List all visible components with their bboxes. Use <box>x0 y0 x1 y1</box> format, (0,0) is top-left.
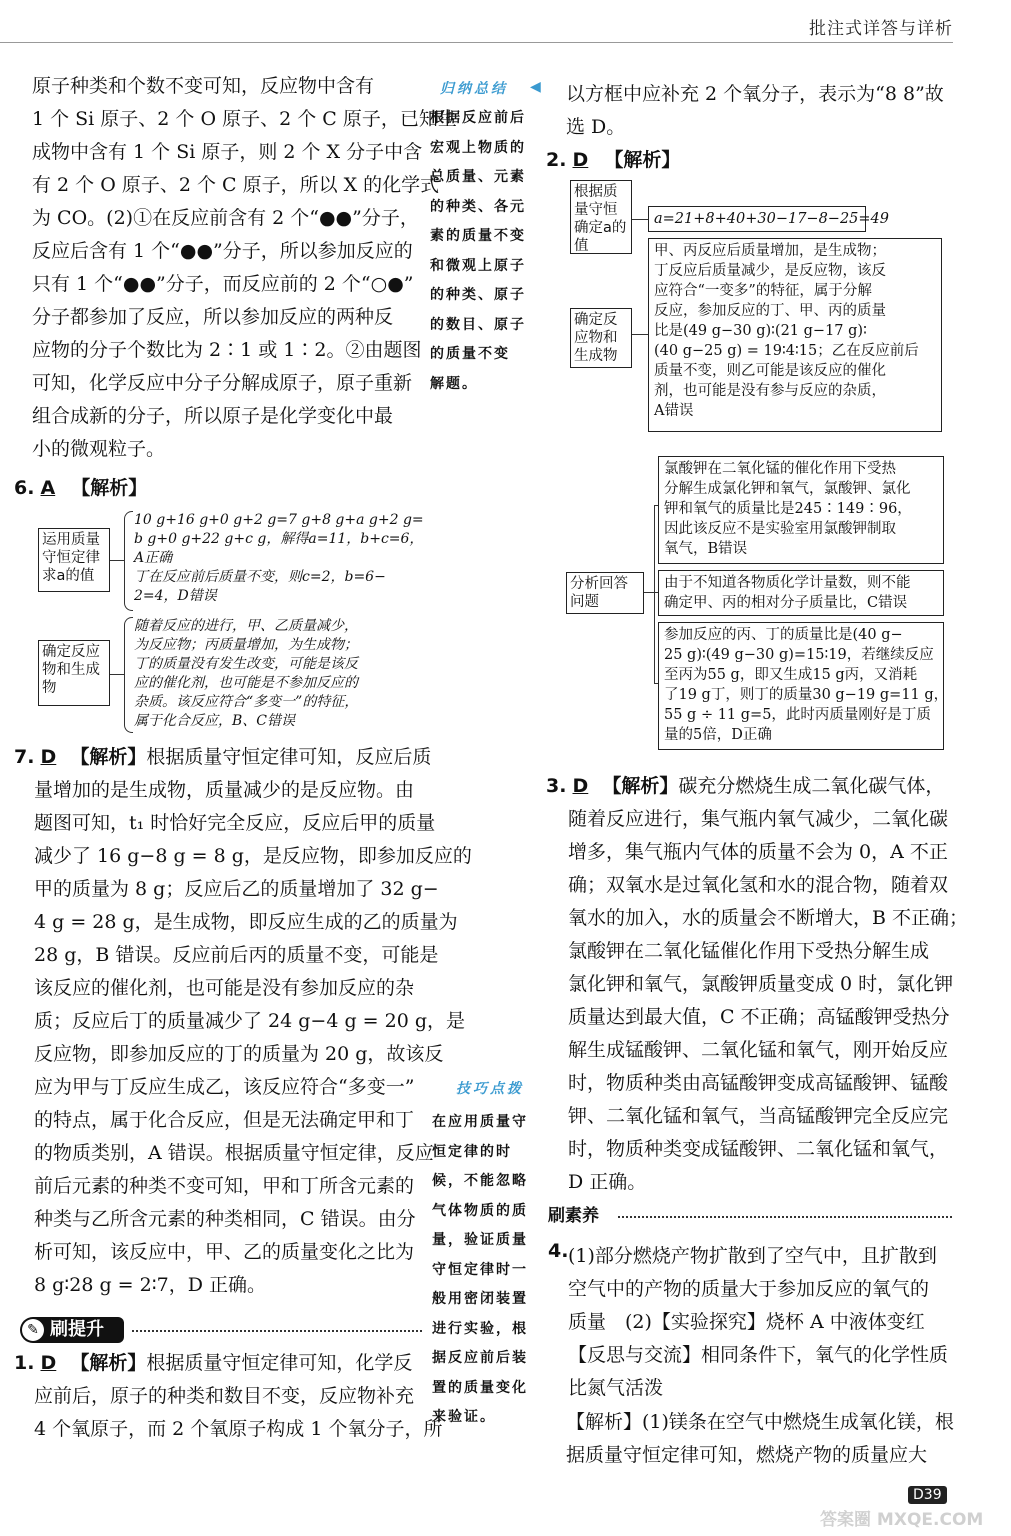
answer-letter: D <box>40 746 57 768</box>
question-1 <box>14 1347 443 1446</box>
question-4-analysis <box>566 1406 966 1472</box>
text-line: 时，物质种类变成锰酸钾、二氧化锰和氧气， <box>568 1138 949 1160</box>
box-text-line: 质量不变，则乙可能是该反应的催化 <box>654 363 886 379</box>
page-number: D39 <box>908 1486 947 1504</box>
side-note-line: 总质量、元素 <box>430 169 526 185</box>
page-header: 批注式详答与详析 <box>809 19 953 39</box>
text-line: 该反应的催化剂，也可能是没有参加反应的杂 <box>34 977 415 999</box>
side-note-title: 归纳总结 <box>440 81 508 97</box>
side-note-line: 在应用质量守 <box>432 1114 528 1130</box>
pencil-icon: ✎ <box>22 1319 44 1341</box>
q2-box-label-2: 确定反应物和生成物 <box>570 308 632 368</box>
q2-connector-2 <box>632 334 648 335</box>
text-line: 只有 1 个“●●”分子，而反应前的 2 个“○●” <box>32 273 414 295</box>
box-text-line: 丁反应后质量减少，是反应物，该反 <box>654 263 886 279</box>
right-continuation <box>566 78 966 144</box>
box-text-line: 丁在反应前后质量不变，则c=2，b=6− <box>134 569 386 585</box>
text-line: 氧水的加入，水的质量会不断增大，B 不正确； <box>568 907 969 929</box>
text-line: 【解析】(1)镁条在空气中燃烧生成氧化镁，根 <box>566 1411 954 1433</box>
text-line: 氯化钾和氧气，氯酸钾质量变成 0 时，氯化钾 <box>568 973 954 995</box>
side-note-line: 般用密闭装置 <box>432 1291 528 1307</box>
section-title: 刷提升 <box>50 1319 104 1340</box>
text-line: 确；双氧水是过氧化氢和水的混合物，随着双 <box>568 874 949 896</box>
question-number: 6. <box>14 477 35 499</box>
side-note-line: 宏观上物质的 <box>430 139 526 156</box>
box-text-line: 杂质。该反应符合“多变一”的特征， <box>134 694 359 710</box>
question-4-answer <box>568 1240 958 1405</box>
text-line: D 正确。 <box>568 1171 647 1193</box>
side-note-line: 进行实验，根 <box>432 1320 528 1337</box>
text-line: 解生成锰酸钾、二氧化锰和氧气，刚开始反应 <box>568 1039 949 1061</box>
q2-connector-1 <box>632 219 648 220</box>
box-text-line: 至丙为55 g，即又生成15 g丙，又消耗 <box>664 667 918 683</box>
q2-box-1: a=21+8+40+30−17−8−25=49 <box>648 206 866 232</box>
side-note-line: 气体物质的质 <box>432 1202 528 1219</box>
q2-box-3c <box>658 622 949 750</box>
box-text-line: 应符合“一变多”的特征，属于分解 <box>654 283 872 299</box>
analysis-tag: 【解析】 <box>602 775 679 797</box>
box-text-line: 属于化合反应，B、C错误 <box>134 713 295 729</box>
answer-line: 质量 (2)【实验探究】烧杯 A 中液体变红 <box>568 1311 925 1333</box>
question-number: 1. <box>14 1352 35 1374</box>
text-line: 前后元素的种类不变可知，甲和丁所含元素的 <box>34 1175 415 1197</box>
text-line: 分子都参加了反应，所以参加反应的两种反 <box>32 306 394 328</box>
q6-box-label-2: 确定反应物和生成物 <box>38 640 110 706</box>
text-line: 可知，化学反应中分子分解成原子，原子重新 <box>32 372 413 394</box>
text-line: 增多，集气瓶内气体的质量不会为 0，A 不正 <box>568 841 948 863</box>
q6-box-label-1: 运用质量守恒定律求a的值 <box>38 528 110 592</box>
text-line: 甲的质量为 8 g；反应后乙的质量增加了 32 g− <box>34 878 439 900</box>
question-6-header <box>14 474 147 502</box>
box-text-line: 10 g+16 g+0 g+2 g=7 g+8 g+a g+2 g= <box>134 512 424 528</box>
text-line: 8 g∶28 g = 2∶7，D 正确。 <box>34 1274 267 1296</box>
text-line: 钾、二氧化锰和氧气，当高锰酸钾完全反应完 <box>568 1105 949 1127</box>
side-note-1 <box>430 104 538 399</box>
analysis-first-line: 根据质量守恒定律可知，化学反 <box>146 1352 413 1374</box>
section-dots <box>132 1330 422 1332</box>
text-line: 减少了 16 g−8 g = 8 g，是反应物，即参加反应的 <box>34 845 472 867</box>
text-line: 据质量守恒定律可知，燃烧产物的质量应大 <box>566 1444 928 1466</box>
box-text-line: 钾和氧气的质量比是245∶149∶96， <box>664 501 912 517</box>
box-text-line: 为反应物；丙质量增加，为生成物； <box>134 637 358 653</box>
text-line: 1 个 Si 原子、2 个 O 原子、2 个 C 原子，已知生 <box>32 108 457 130</box>
box-text-line: A正确 <box>134 550 173 566</box>
q6-box-1-text <box>134 511 424 606</box>
text-line: 4 g = 28 g，是生成物，即反应生成的乙的质量为 <box>34 911 458 933</box>
text-line: 以方框中应补充 2 个氧分子，表示为“8 8”故 <box>566 83 944 105</box>
text-line: 有 2 个 O 原子、2 个 C 原子，所以 X 的化学式 <box>32 174 440 196</box>
box-text-line: 分解生成氯化钾和氧气，氯酸钾、氯化 <box>664 481 911 497</box>
question-2-header <box>546 146 680 174</box>
box-text-line: 氯酸钾在二氧化锰的催化作用下受热 <box>664 461 896 477</box>
text-line: 种类与乙所含元素的种类相同，C 错误。由分 <box>34 1208 416 1230</box>
box-text-line: 25 g)∶(49 g−30 g)=15∶19，若继续反应 <box>664 647 934 663</box>
text-line: 应为甲与丁反应生成乙，该反应符合“多变一” <box>34 1076 415 1098</box>
q6-box-2-text <box>134 617 424 731</box>
box-text-line: 了19 g丁，则丁的质量30 g−19 g=11 g， <box>664 687 949 703</box>
text-line: 成物中含有 1 个 Si 原子，则 2 个 X 分子中含 <box>32 141 423 163</box>
box-text-line: 甲、丙反应后质量增加，是生成物； <box>654 243 886 259</box>
text-line: 为 CO。(2)①在反应前含有 2 个“●●”分子， <box>32 207 419 229</box>
analysis-tag: 【解析】 <box>604 149 681 171</box>
text-line: 反应物，即参加反应的丁的质量为 20 g，故该反 <box>34 1043 444 1065</box>
q2-box-3b <box>658 570 944 616</box>
q6-connector-1 <box>110 560 124 561</box>
box-text-line: A错误 <box>654 403 694 419</box>
analysis-first-line: 碳充分燃烧生成二氧化碳气体， <box>678 775 945 797</box>
text-line: 质；反应后丁的质量减少了 24 g−4 g = 20 g，是 <box>34 1010 466 1032</box>
text-line: 应物的分子个数比为 2∶1 或 1∶2。②由题图 <box>32 339 422 361</box>
q2-connector-3 <box>644 592 654 593</box>
text-line: 原子种类和个数不变可知，反应物中含有 <box>32 75 375 97</box>
side-note-line: 的质量不变 <box>430 346 510 362</box>
section-title: 刷素养 <box>548 1206 599 1226</box>
box-text-line: (40 g−25 g) = 19∶4∶15；乙在反应前后 <box>654 343 919 359</box>
side-note-line: 和微观上原子 <box>430 257 526 274</box>
text-line: 随着反应进行，集气瓶内氧气减少，二氧化碳 <box>568 808 949 830</box>
answer-letter: D <box>572 775 589 797</box>
answer-letter: A <box>40 477 56 499</box>
box-text-line: 由于不知道各物质化学计量数，则不能 <box>664 575 911 591</box>
side-note-line: 候，不能忽略 <box>432 1173 528 1189</box>
box-text-line: 确定甲、丙的相对分子质量比，C错误 <box>664 595 908 611</box>
side-note-line: 守恒定律时一 <box>432 1261 528 1278</box>
text-line: 的物质类别，A 错误。根据质量守恒定律，反应 <box>34 1142 434 1164</box>
analysis-tag: 【解析】 <box>70 746 147 768</box>
section-dots <box>618 1216 952 1218</box>
text-line: 应前后，原子的种类和数目不变，反应物补充 <box>34 1385 415 1407</box>
side-note-line: 解题。 <box>430 375 478 392</box>
side-note-line: 的数目、原子 <box>430 316 526 333</box>
box-text-line: 反应，参加反应的丁、甲、丙的质量 <box>654 303 886 319</box>
text-line: 时，物质种类由高锰酸钾变成高锰酸钾、锰酸 <box>568 1072 949 1094</box>
analysis-first-line: 根据质量守恒定律可知，反应后质 <box>146 746 432 768</box>
text-line: 4 个氧原子，而 2 个氧原子构成 1 个氧分子，所 <box>34 1418 443 1440</box>
text-line: 28 g，B 错误。反应前后丙的质量不变，可能是 <box>34 944 439 966</box>
side-note-line: 恒定律的时 <box>432 1143 512 1160</box>
side-note-title: 技巧点拨 <box>456 1081 524 1097</box>
q2-box-2 <box>648 238 942 432</box>
box-text-line: 量的5倍，D正确 <box>664 727 772 743</box>
answer-line: (1)部分燃烧产物扩散到了空气中，且扩散到 <box>568 1245 937 1267</box>
answer-line: 空气中的产物的质量大于参加反应的氧气的 <box>568 1278 930 1300</box>
side-note-2 <box>432 1108 540 1433</box>
text-line: 题图可知，t₁ 时恰好完全反应，反应后甲的质量 <box>34 812 436 834</box>
text-line: 小的微观粒子。 <box>32 438 166 460</box>
box-text-line: 剂，也可能是没有参与反应的杂质， <box>654 383 886 399</box>
box-text-line: 比是(49 g−30 g)∶(21 g−17 g)∶ <box>654 323 867 339</box>
arrow-icon: ◀ <box>530 79 541 95</box>
question-number: 3. <box>546 775 567 797</box>
header-divider <box>0 42 953 43</box>
box-text-line: 55 g ÷ 11 g=5，此时丙质量刚好是丁质 <box>664 707 931 723</box>
side-note-line: 的种类、原子 <box>430 287 526 303</box>
section-banner <box>20 1316 422 1346</box>
question-number: 2. <box>546 149 567 171</box>
side-note-line: 的种类、各元 <box>430 198 526 215</box>
text-line: 量增加的是生成物，质量减少的是反应物。由 <box>34 779 415 801</box>
answer-letter: D <box>40 1352 57 1374</box>
box-text-line: 应的催化剂，也可能是不参加反应的 <box>134 675 358 691</box>
text-line: 反应后含有 1 个“●●”分子，所以参加反应的 <box>32 240 413 262</box>
side-note-line: 来验证。 <box>432 1409 496 1425</box>
watermark: 答案圈 MXQE.COM <box>820 1510 984 1530</box>
side-note-line: 素的质量不变 <box>430 228 526 244</box>
side-note-line: 据反应前后装 <box>432 1350 528 1366</box>
box-text-line: 参加反应的丙、丁的质量比是(40 g− <box>664 627 903 643</box>
box-text-line: b g+0 g+22 g+c g，解得a=11，b+c=6， <box>134 531 424 547</box>
analysis-tag: 【解析】 <box>71 477 148 499</box>
question-3 <box>546 770 969 1199</box>
text-line: 析可知，该反应中，甲、乙的质量变化之比为 <box>34 1241 415 1263</box>
side-note-line: 置的质量变化 <box>432 1379 528 1396</box>
section-banner-2 <box>548 1204 952 1228</box>
q6-brace-1 <box>124 511 133 611</box>
q6-connector-2 <box>110 674 124 675</box>
box-text-line: 2=4，D错误 <box>134 588 217 604</box>
question-4-number: 4. <box>548 1240 569 1262</box>
q2-box-label-1: 根据质量守恒确定a的值 <box>570 180 632 254</box>
answer-line: 【反思与交流】相同条件下，氧气的化学性质 <box>568 1344 949 1366</box>
box-text-line: 丁的质量没有发生改变，可能是该反 <box>134 656 358 672</box>
text-line: 选 D。 <box>566 116 626 138</box>
box-text-line: 随着反应的进行，甲、乙质量减少， <box>134 618 358 634</box>
answer-letter: D <box>572 149 589 171</box>
q2-branch <box>654 505 655 683</box>
text-line: 的特点，属于化合反应，但是无法确定甲和丁 <box>34 1109 415 1131</box>
text-line: 组合成新的分子，所以原子是化学变化中最 <box>32 405 394 427</box>
side-note-line: 根据反应前后 <box>430 110 526 126</box>
side-note-line: 量，验证质量 <box>432 1232 528 1248</box>
text-line: 质量达到最大值，C 不正确；高锰酸钾受热分 <box>568 1006 950 1028</box>
q2-box-3a <box>658 456 944 564</box>
answer-line: 比氮气活泼 <box>568 1377 664 1399</box>
box-text-line: 氧气，B错误 <box>664 541 748 557</box>
text-line: 氯酸钾在二氧化锰催化作用下受热分解生成 <box>568 940 930 962</box>
q2-box-label-3: 分析回答问题 <box>566 572 644 614</box>
question-number: 7. <box>14 746 35 768</box>
q6-brace-2 <box>124 617 133 733</box>
box-text-line: 因此该反应不是实验室用氯酸钾制取 <box>664 521 896 537</box>
analysis-tag: 【解析】 <box>70 1352 147 1374</box>
